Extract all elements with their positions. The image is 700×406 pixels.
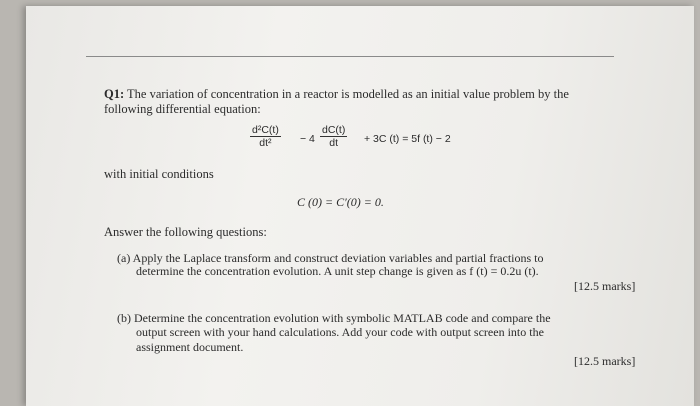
question-line-2: following differential equation: (104, 102, 261, 116)
second-derivative-fraction (250, 124, 281, 149)
question-text-1: The variation of concentration in a reactor is modelled as an initial value problem by the (124, 87, 569, 101)
conditions-label: with initial conditions (104, 167, 214, 181)
part-a-line-1: (a) Apply the Laplace transform and construct deviation variables and partial fractions to (117, 251, 544, 265)
question-label: Q1: (104, 87, 125, 101)
question-line-1 (104, 86, 569, 102)
fraction-denominator: dt (329, 137, 339, 149)
part-a-line-2: determine the concentration evolution. A unit step change is given as f (t) = 0.2u (t). (136, 264, 539, 278)
part-b-marks: [12.5 marks] (574, 354, 636, 368)
horizontal-rule (86, 56, 614, 57)
answer-prompt: Answer the following questions: (104, 225, 267, 239)
equation-minus-term: − 4 (300, 133, 315, 145)
part-a-marks: [12.5 marks] (574, 279, 636, 293)
initial-conditions: C (0) = C′(0) = 0. (297, 195, 384, 209)
equation-rest: + 3C (t) = 5f (t) − 2 (364, 133, 451, 145)
part-b-line-1: (b) Determine the concentration evolution with symbolic MATLAB code and compare the (117, 311, 551, 325)
first-derivative-fraction (320, 124, 347, 149)
part-b-line-3: assignment document. (136, 340, 244, 354)
fraction-numerator: dC(t) (322, 124, 346, 136)
fraction-denominator: dt² (259, 137, 272, 149)
fraction-numerator: d²C(t) (252, 124, 279, 136)
part-b-line-2: output screen with your hand calculations. Add your code with output screen into the (136, 325, 544, 339)
